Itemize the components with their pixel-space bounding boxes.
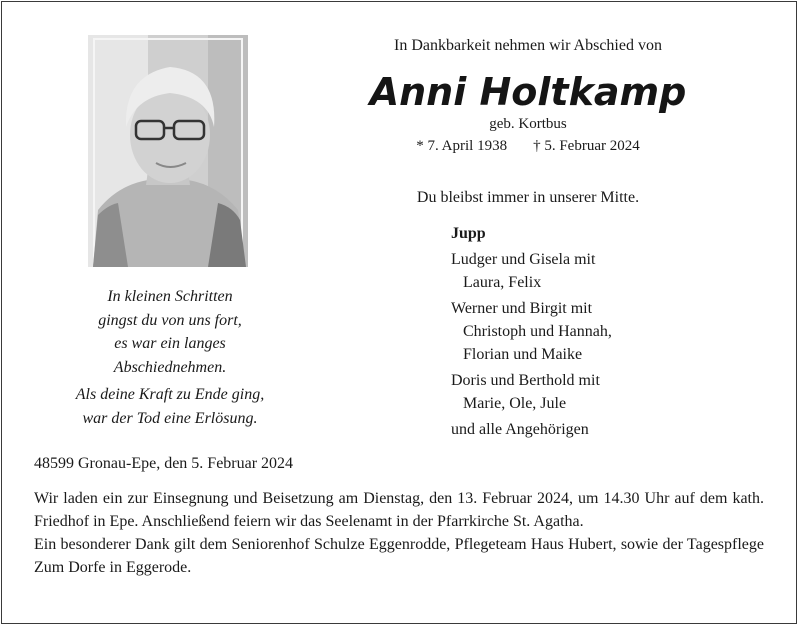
place-date: 48599 Gronau-Epe, den 5. Februar 2024	[34, 455, 294, 472]
poem-line: Als deine Kraft zu Ende ging,	[75, 386, 265, 403]
mourner-line: Werner und Birgit mit	[451, 300, 593, 317]
intro-line: In Dankbarkeit nehmen wir Abschied von	[394, 37, 662, 54]
mourner-closing: und alle Angehörigen	[451, 421, 589, 438]
deceased-name: Anni Holtkamp	[369, 70, 687, 114]
poem-line: war der Tod eine Erlösung.	[82, 409, 258, 427]
mourner-line: Doris und Berthold mit	[451, 372, 600, 389]
portrait-photo	[88, 35, 248, 267]
mourner-sub-line: Laura, Felix	[463, 274, 542, 291]
poem-line: es war ein langes	[114, 335, 226, 352]
mourner-sub-line: Marie, Ole, Jule	[463, 395, 567, 412]
birth-date: * 7. April 1938	[416, 138, 508, 154]
mourners-list	[451, 222, 612, 441]
poem-stanza-1	[40, 285, 300, 379]
funeral-info-paragraph: Wir laden ein zur Einsegnung und Beisetzung am Dienstag, den 13. Februar 2024, um 14.30 Uhr auf dem kath. Friedhof in Epe. Anschließend feiern wir das Seelenamt in der Pfarrkirche St. Agatha.	[34, 490, 764, 530]
portrait-image	[88, 35, 248, 267]
mourner-sub-line: Christoph und Hannah,	[463, 323, 612, 340]
body-text	[34, 487, 764, 579]
motto: Du bleibst immer in unserer Mitte.	[416, 189, 640, 206]
mourner-line: Ludger und Gisela mit	[451, 251, 596, 268]
mourner-group	[451, 248, 612, 294]
poem-line: Abschiednehmen.	[113, 358, 227, 376]
thanks-paragraph: Ein besonderer Dank gilt dem Seniorenhof Schulze Eggenrodde, Pflegeteam Haus Hubert, sowie der Tagespflege Zum Dorfe in Eggerode.	[34, 536, 764, 576]
life-dates	[330, 138, 726, 155]
poem-stanza-2	[40, 383, 300, 430]
poem-line: gingst du von uns fort,	[98, 311, 242, 329]
mourner-sub-line: Florian und Maike	[463, 346, 583, 363]
death-date: † 5. Februar 2024	[533, 138, 640, 154]
mourner-group	[451, 297, 612, 366]
poem	[40, 285, 300, 430]
poem-line: In kleinen Schritten	[107, 288, 233, 305]
born-name: geb. Kortbus	[489, 116, 567, 132]
mourner-spouse: Jupp	[451, 225, 486, 242]
mourner-group	[451, 369, 612, 415]
